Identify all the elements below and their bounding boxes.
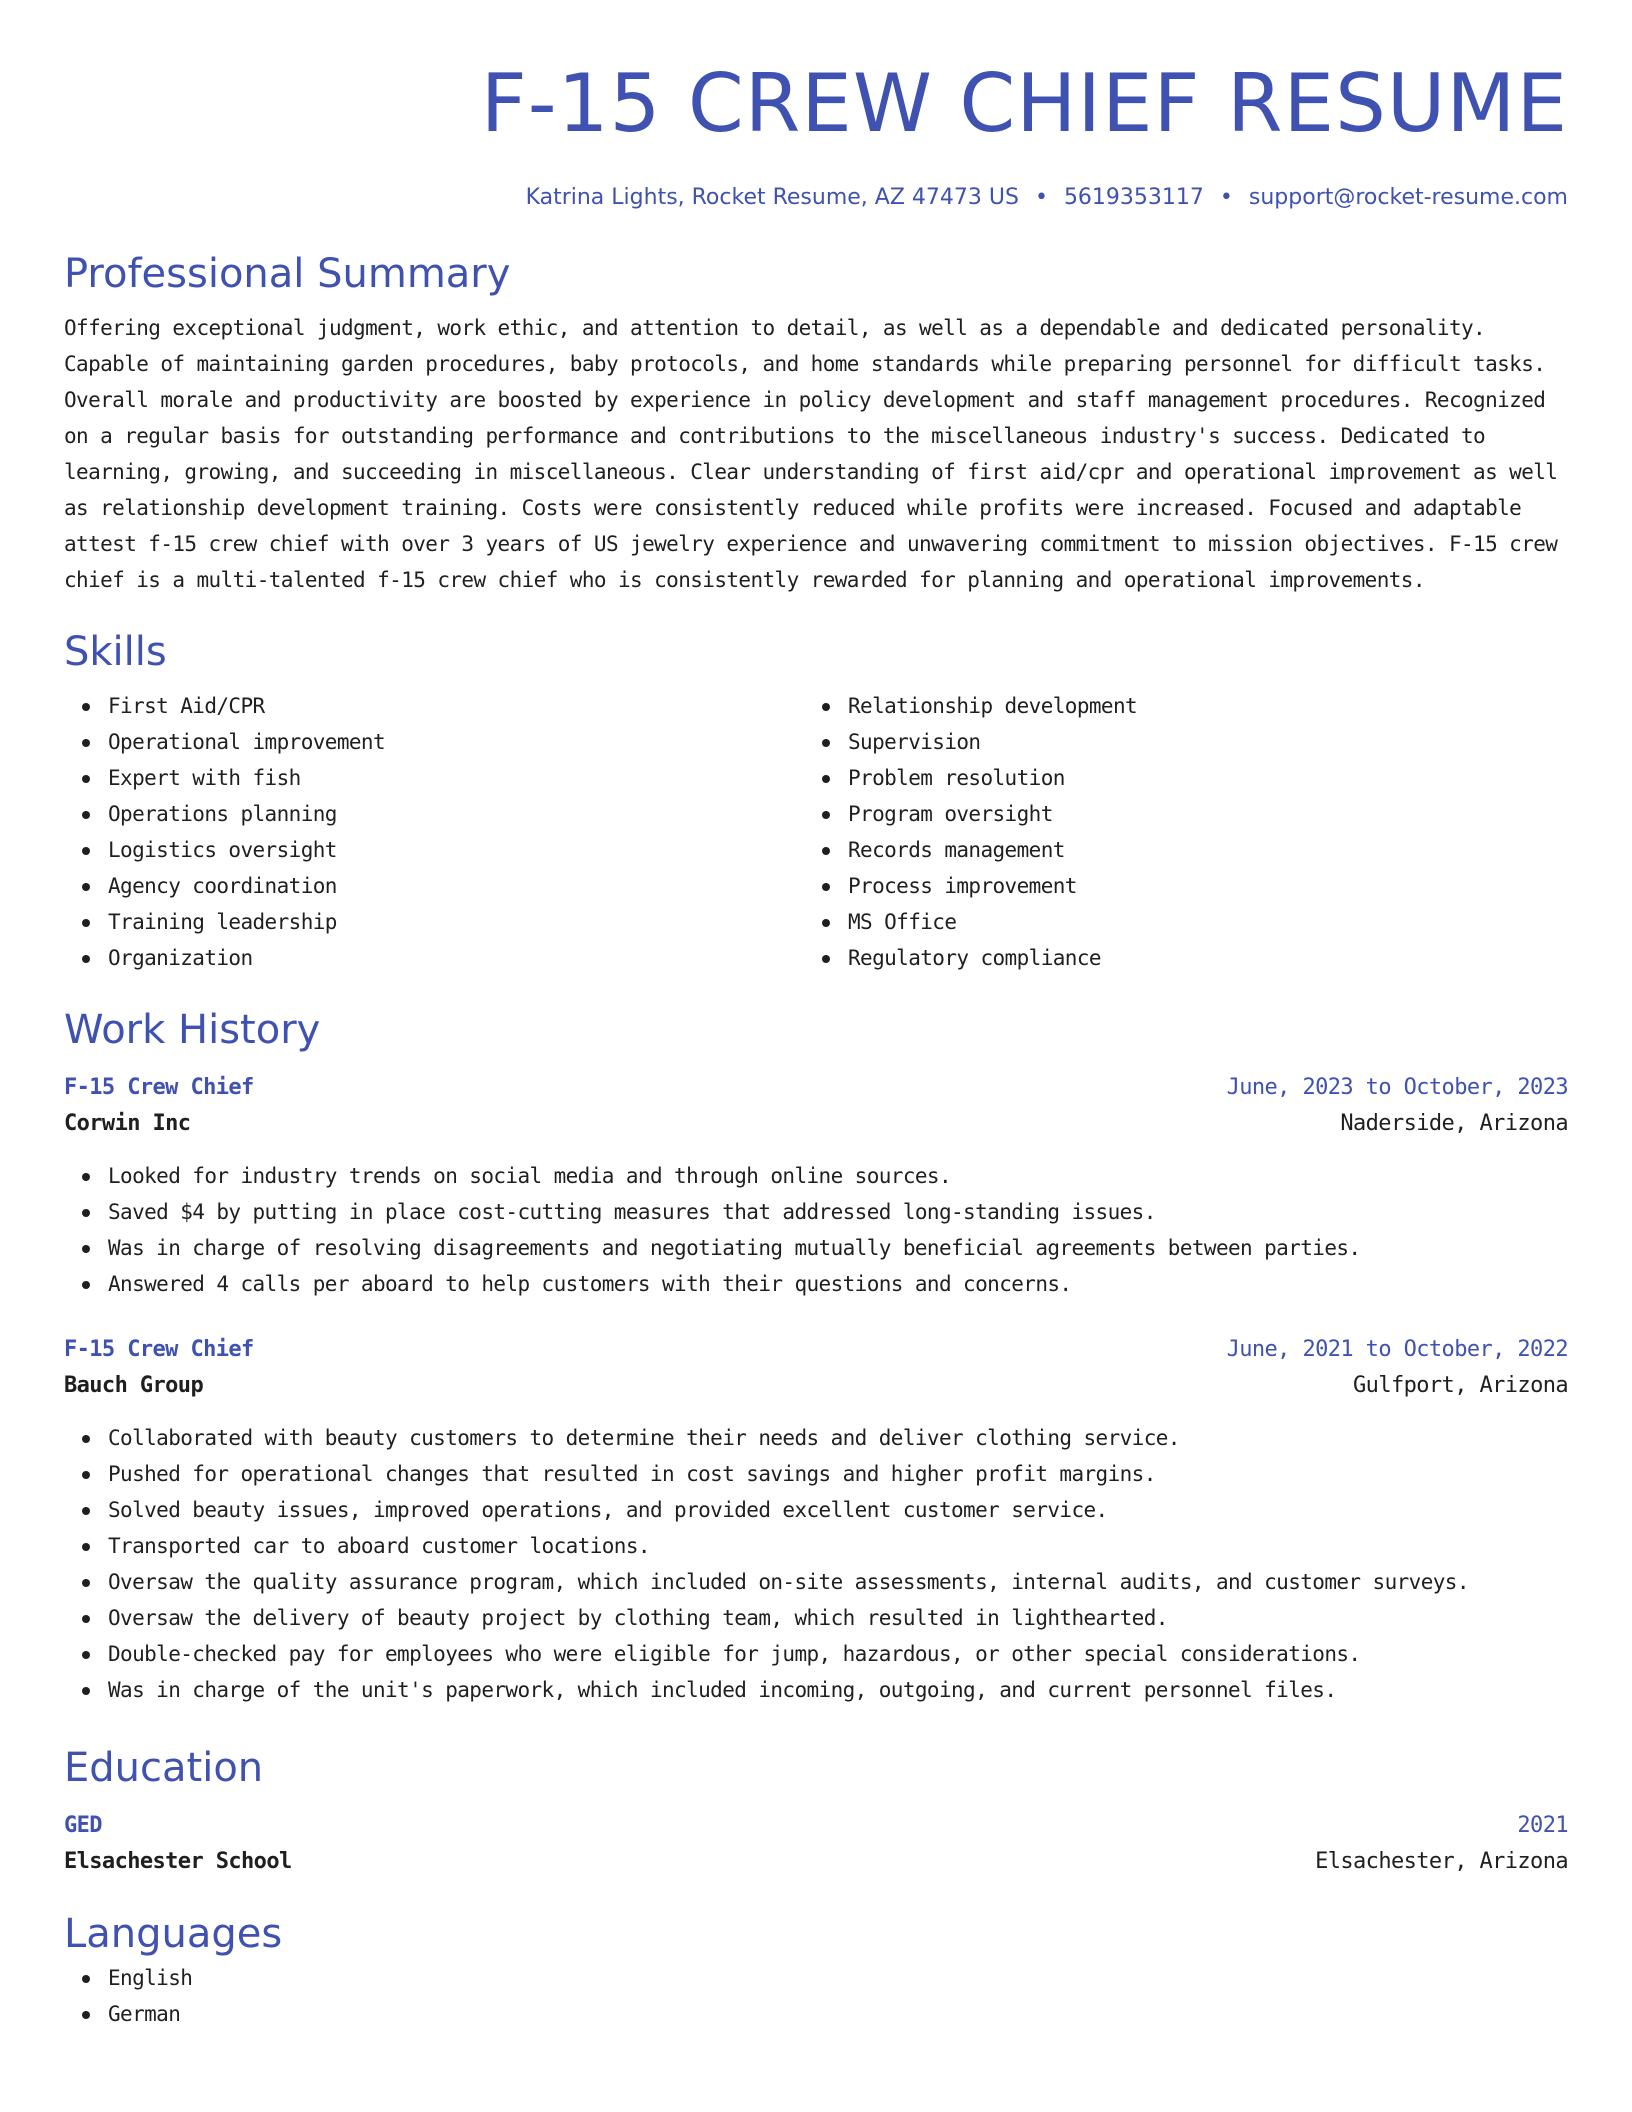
job-location: Naderside, Arizona xyxy=(1340,1111,1568,1136)
skill-item: Problem resolution xyxy=(848,760,1544,796)
job-bullet: Oversaw the delivery of beauty project by clothing team, which resulted in lighthearted. xyxy=(108,1600,1568,1636)
contact-separator: • xyxy=(1034,185,1048,210)
job-bullet: Collaborated with beauty customers to determine their needs and deliver clothing service. xyxy=(108,1420,1568,1456)
languages-list xyxy=(64,1960,1568,2032)
education-location: Elsachester, Arizona xyxy=(1315,1849,1568,1874)
work-history-heading: Work History xyxy=(64,1007,321,1053)
job-company: Bauch Group xyxy=(64,1373,204,1398)
skill-item: Relationship development xyxy=(848,688,1544,724)
education-degree-row xyxy=(64,1808,1568,1844)
skills-columns xyxy=(64,688,1568,976)
skill-item: First Aid/CPR xyxy=(108,688,804,724)
skills-heading: Skills xyxy=(64,629,167,675)
job-bullets xyxy=(64,1420,1568,1708)
skill-item: Process improvement xyxy=(848,868,1544,904)
job-bullet: Looked for industry trends on social media and through online sources. xyxy=(108,1158,1568,1194)
skills-column-right xyxy=(804,688,1544,976)
language-item: German xyxy=(108,1996,1568,2032)
skill-item: Logistics oversight xyxy=(108,832,804,868)
job-entry xyxy=(64,1332,1568,1708)
education-school: Elsachester School xyxy=(64,1849,292,1874)
skill-item: Operational improvement xyxy=(108,724,804,760)
job-bullet: Answered 4 calls per aboard to help customers with their questions and concerns. xyxy=(108,1266,1568,1302)
skill-item: Regulatory compliance xyxy=(848,940,1544,976)
job-role: F-15 Crew Chief xyxy=(64,1337,254,1362)
job-company-row xyxy=(64,1368,1568,1404)
summary-heading: Professional Summary xyxy=(64,251,511,297)
job-company-row xyxy=(64,1106,1568,1142)
skill-item: Organization xyxy=(108,940,804,976)
languages-heading: Languages xyxy=(64,1911,283,1957)
job-company: Corwin Inc xyxy=(64,1111,191,1136)
job-bullet: Saved $4 by putting in place cost-cutting measures that addressed long-standing issues. xyxy=(108,1194,1568,1230)
job-bullet: Double-checked pay for employees who were eligible for jump, hazardous, or other special considerations. xyxy=(108,1636,1568,1672)
contact-separator: • xyxy=(1219,185,1233,210)
education-entry xyxy=(64,1808,1568,1880)
summary-text: Offering exceptional judgment, work ethic, and attention to detail, as well as a dependable and dedicated personality. Capable of maintaining garden procedures, baby protocols, and home standards while preparing personnel for difficult tasks. Overall morale and productivity are boosted by experience in policy development and staff management procedures. Recognized on a regular basis for outstanding performance and contributions to the miscellaneous industry's success. Dedicated to learning, growing, and succeeding in miscellaneous. Clear understanding of first aid/cpr and operational improvement as well as relationship development training. Costs were consistently reduced while profits were increased. Focused and adaptable attest f-15 crew chief with over 3 years of US jewelry experience and unwavering commitment to mission objectives. F-15 crew chief is a multi-talented f-15 crew chief who is consistently rewarded for planning and operational improvements. xyxy=(64,316,1558,592)
skills-column-left xyxy=(64,688,804,976)
job-bullet: Was in charge of resolving disagreements and negotiating mutually beneficial agreements between parties. xyxy=(108,1230,1568,1266)
education-year: 2021 xyxy=(1517,1813,1568,1838)
job-bullet: Oversaw the quality assurance program, which included on-site assessments, internal audits, and customer surveys. xyxy=(108,1564,1568,1600)
job-dates: June, 2021 to October, 2022 xyxy=(1226,1337,1568,1362)
skill-item: Records management xyxy=(848,832,1544,868)
job-bullet: Pushed for operational changes that resulted in cost savings and higher profit margins. xyxy=(108,1456,1568,1492)
skills-list-left xyxy=(64,688,804,976)
skill-item: Expert with fish xyxy=(108,760,804,796)
contact-line xyxy=(64,182,1568,214)
skill-item: Agency coordination xyxy=(108,868,804,904)
education-degree: GED xyxy=(64,1813,102,1838)
job-title-row xyxy=(64,1332,1568,1368)
skill-item: MS Office xyxy=(848,904,1544,940)
job-bullet: Transported car to aboard customer locations. xyxy=(108,1528,1568,1564)
job-bullet: Solved beauty issues, improved operations, and provided excellent customer service. xyxy=(108,1492,1568,1528)
job-title-row xyxy=(64,1070,1568,1106)
job-location: Gulfport, Arizona xyxy=(1353,1373,1568,1398)
job-entry xyxy=(64,1070,1568,1302)
skill-item: Operations planning xyxy=(108,796,804,832)
job-role: F-15 Crew Chief xyxy=(64,1075,254,1100)
contact-email: support@rocket-resume.com xyxy=(1248,185,1568,210)
skill-item: Program oversight xyxy=(848,796,1544,832)
language-item: English xyxy=(108,1960,1568,1996)
education-school-row xyxy=(64,1844,1568,1880)
job-bullets xyxy=(64,1158,1568,1302)
contact-phone: 5619353117 xyxy=(1063,185,1204,210)
resume-title: F-15 CREW CHIEF RESUME xyxy=(480,57,1568,150)
job-dates: June, 2023 to October, 2023 xyxy=(1226,1075,1568,1100)
skills-list-right xyxy=(804,688,1544,976)
job-bullet: Was in charge of the unit's paperwork, which included incoming, outgoing, and current personnel files. xyxy=(108,1672,1568,1708)
skill-item: Training leadership xyxy=(108,904,804,940)
skill-item: Supervision xyxy=(848,724,1544,760)
education-heading: Education xyxy=(64,1745,264,1791)
contact-address: Katrina Lights, Rocket Resume, AZ 47473 US xyxy=(525,185,1019,210)
